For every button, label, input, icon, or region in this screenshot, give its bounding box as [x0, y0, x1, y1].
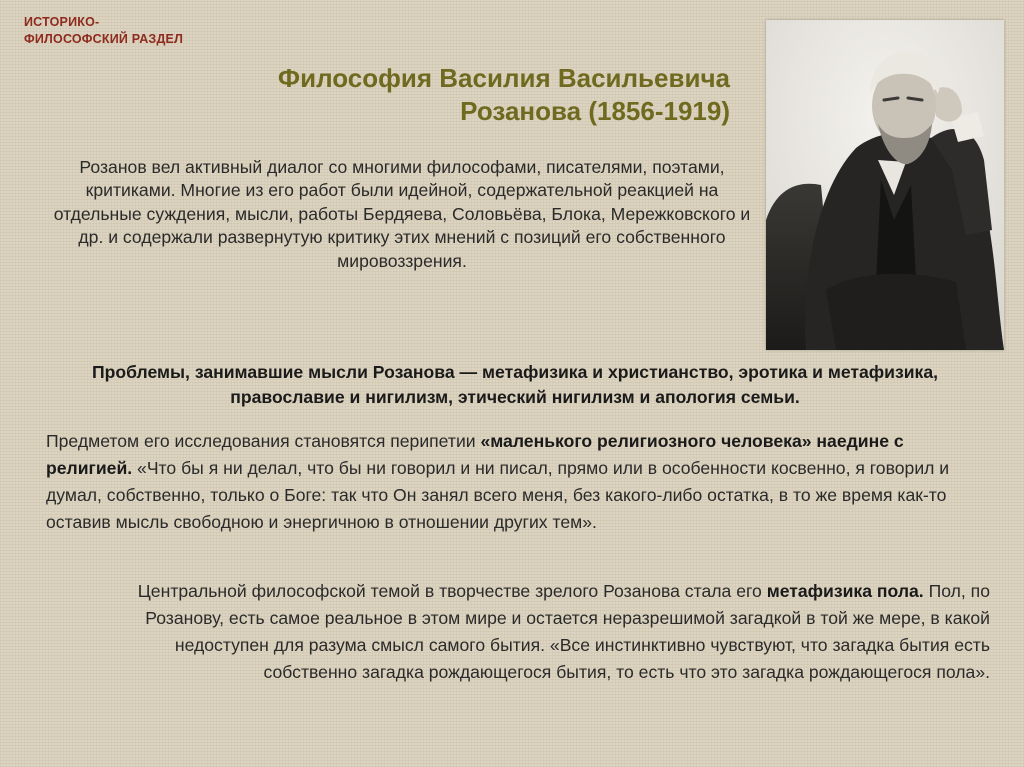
intro-paragraph: Розанов вел активный диалог со многими философами, писателями, поэтами, критиками. Многие из его работ были идейной, содержательной реакцией на отдельные суждения, мысли, работы Бердяева, Соловьёва, Блока, Мережковского и др. и содержали развернутую критику этих мнений с позиций его собственного мировоззрения. [53, 157, 751, 271]
problems-statement: Проблемы, занимавшие мысли Розанова — метафизика и христианство, эротика и метафизика, православие и нигилизм, этический нигилизм и апология семьи. [91, 362, 939, 407]
section-label [24, 14, 183, 48]
metaphysics-bold-text: метафизика пола. [766, 581, 924, 601]
research-paragraph [46, 428, 986, 536]
research-quote-text: «Что бы я ни делал, что бы ни говорил и ни писал, прямо или в особенности косвенно, я говорил и думал, собственно, только о Боге: так что Он занял всего меня, без какого-либо остатка, в то же время как-то оставив мысль свободною и энергичною в отношении других тем». [46, 458, 950, 532]
metaphysics-lead-text: Центральной философской темой в творчестве зрелого Розанова стала его [137, 581, 767, 601]
section-label-line1: ИСТОРИКО- [24, 15, 100, 29]
portrait-image [766, 20, 1004, 350]
title-line1: Философия Василия Васильевича [277, 63, 730, 93]
research-bold-text: «маленького религиозного человека» наедине с религией. [46, 431, 904, 478]
metaphysics-rest-text: Пол, по Розанову, есть самое реальное в этом мире и остается неразрешимой загадкой в той же мере, в какой недоступен для разума смысл самого бытия. «Все инстинктивно чувствуют, что загадка бытия есть собственно загадка рождающегося бытия, то есть что это загадка рождающегося пола». [145, 581, 990, 682]
portrait-photo [766, 20, 1004, 350]
metaphysics-paragraph [96, 578, 990, 686]
page-title [150, 62, 730, 128]
section-label-line2: ФИЛОСОФСКИЙ РАЗДЕЛ [24, 32, 184, 46]
title-line2: Розанова (1856-1919) [460, 96, 730, 126]
research-lead-text: Предметом его исследования становятся перипетии [46, 431, 481, 451]
